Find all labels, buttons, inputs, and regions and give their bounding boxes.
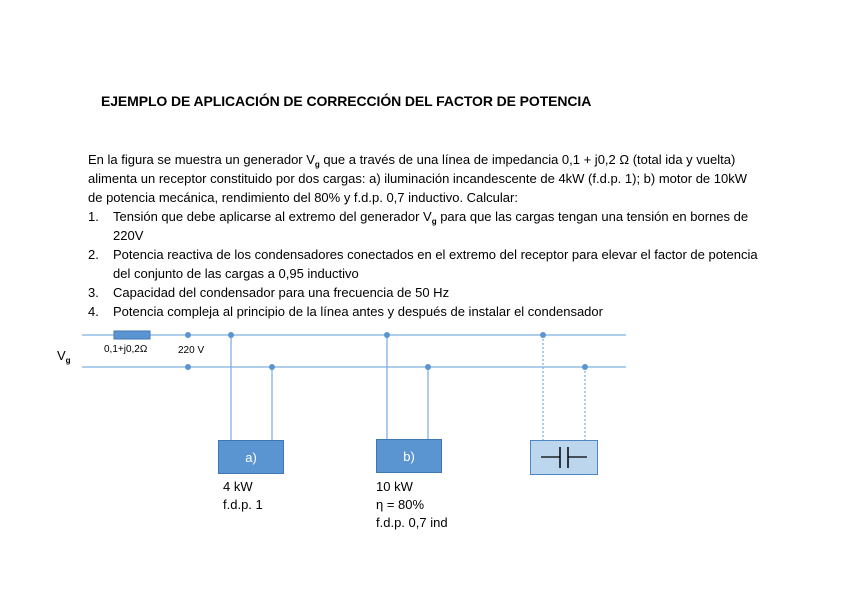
load-b-power: 10 kW [376, 479, 413, 494]
intro-paragraph: En la figura se muestra un generador $V_g$ que a través de una línea de impedancia 0,1 + j0,2 Ω (total ida y vuelta) alimenta un receptor constituido por dos cargas: a) iluminación incandescente de 4kW (f.d.p. 1); b) motor de 10kW de potencia mecánica, rendimiento del 80% y f.d.p. 0,7 inductivo. Calcular: [88, 152, 747, 205]
load-b-box: b) [376, 439, 442, 473]
line-impedance [114, 331, 150, 339]
junction-node [384, 332, 390, 338]
load-b-pf: f.d.p. 0,7 ind [376, 515, 448, 530]
impedance-label: 0,1+j0,2Ω [104, 344, 148, 355]
voltage-label: 220 V [178, 345, 205, 356]
capacitor-box [530, 440, 598, 475]
question-item: 2. Potencia reactiva de los condensadores conectados en el extremo del receptor para elevar el factor de potencia del conjunto de las cargas a 0,95 inductivo [88, 247, 758, 281]
load-a-power: 4 kW [223, 479, 253, 494]
terminal-node [185, 332, 191, 338]
capacitor-icon [531, 441, 597, 474]
question-item: 3. Capacidad del condensador para una frecuencia de 50 Hz [88, 285, 450, 300]
question-item: 1. Tensión que debe aplicarse al extremo del generador $V_g$ para que las cargas tengan una tensión en bornes de 220V [88, 209, 749, 243]
load-b-efficiency: η = 80% [376, 497, 425, 512]
junction-node [582, 364, 588, 370]
junction-node [540, 332, 546, 338]
load-a-specs [223, 478, 263, 514]
question-item: 4. Potencia compleja al principio de la línea antes y después de instalar el condensador [88, 304, 603, 319]
terminal-node [185, 364, 191, 370]
load-b-specs [376, 478, 448, 532]
load-a-box: a) [218, 440, 284, 474]
load-a-pf: f.d.p. 1 [223, 497, 263, 512]
page-title: EJEMPLO DE APLICACIÓN DE CORRECCIÓN DEL FACTOR DE POTENCIA [101, 93, 592, 109]
junction-node [269, 364, 275, 370]
junction-node [425, 364, 431, 370]
generator-label: $V_g$ [57, 348, 71, 365]
junction-node [228, 332, 234, 338]
